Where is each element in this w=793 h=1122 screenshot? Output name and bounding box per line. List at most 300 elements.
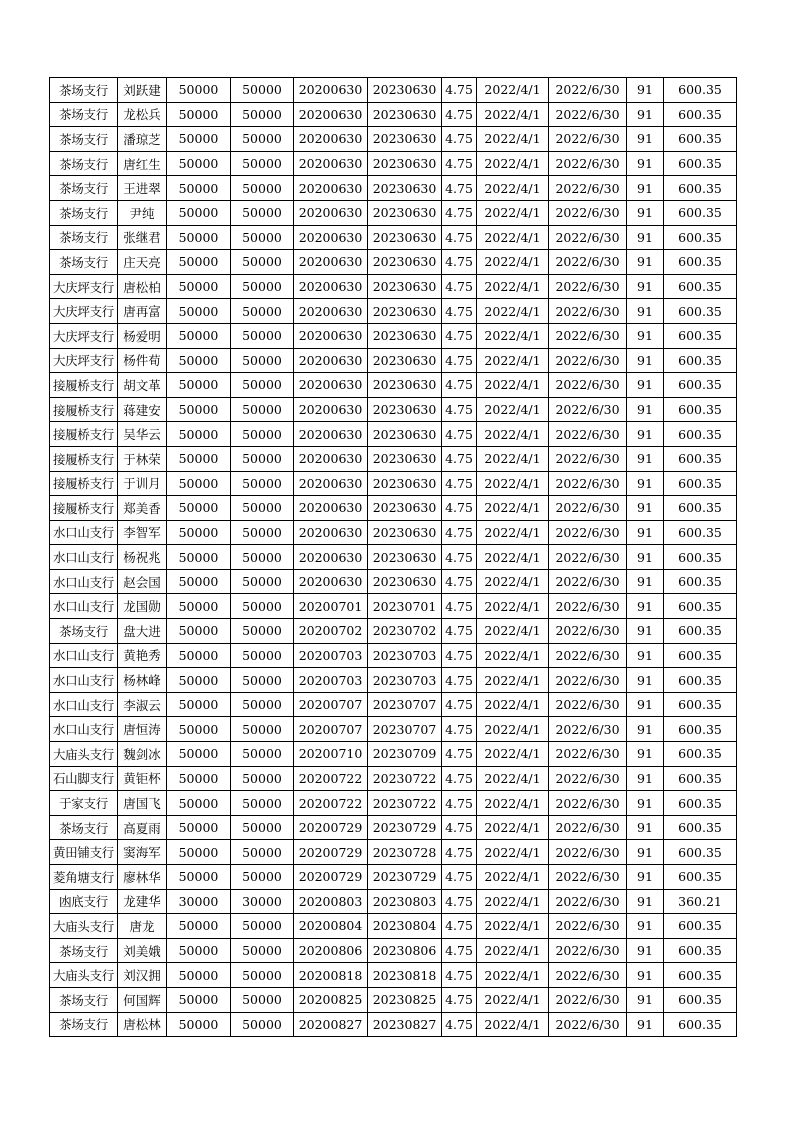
rate-cell: 4.75 xyxy=(442,446,477,471)
period-end-cell: 2022/6/30 xyxy=(549,127,627,152)
period-start-cell: 2022/4/1 xyxy=(477,545,549,570)
branch-cell: 茶场支行 xyxy=(50,938,118,963)
end-date-cell: 20230630 xyxy=(368,78,442,103)
period-start-cell: 2022/4/1 xyxy=(477,594,549,619)
amount-cell: 50000 xyxy=(167,496,231,521)
table-row xyxy=(50,78,737,103)
rate-cell: 4.75 xyxy=(442,987,477,1012)
end-date-cell: 20230630 xyxy=(368,200,442,225)
amount-cell: 50000 xyxy=(231,496,294,521)
end-date-cell: 20230825 xyxy=(368,987,442,1012)
rate-cell: 4.75 xyxy=(442,619,477,644)
amount-cell: 50000 xyxy=(167,963,231,988)
amount-cell: 50000 xyxy=(167,569,231,594)
amount-cell: 50000 xyxy=(231,619,294,644)
period-start-cell: 2022/4/1 xyxy=(477,815,549,840)
start-date-cell: 20200630 xyxy=(294,176,368,201)
period-start-cell: 2022/4/1 xyxy=(477,840,549,865)
interest-cell: 600.35 xyxy=(664,963,737,988)
branch-cell: 茶场支行 xyxy=(50,250,118,275)
start-date-cell: 20200630 xyxy=(294,569,368,594)
amount-cell: 50000 xyxy=(231,963,294,988)
start-date-cell: 20200630 xyxy=(294,200,368,225)
period-start-cell: 2022/4/1 xyxy=(477,889,549,914)
days-cell: 91 xyxy=(627,446,664,471)
days-cell: 91 xyxy=(627,938,664,963)
period-start-cell: 2022/4/1 xyxy=(477,151,549,176)
days-cell: 91 xyxy=(627,668,664,693)
start-date-cell: 20200630 xyxy=(294,545,368,570)
days-cell: 91 xyxy=(627,545,664,570)
start-date-cell: 20200722 xyxy=(294,791,368,816)
end-date-cell: 20230630 xyxy=(368,250,442,275)
interest-cell: 600.35 xyxy=(664,643,737,668)
end-date-cell: 20230702 xyxy=(368,619,442,644)
end-date-cell: 20230729 xyxy=(368,815,442,840)
period-end-cell: 2022/6/30 xyxy=(549,963,627,988)
amount-cell: 50000 xyxy=(167,78,231,103)
period-end-cell: 2022/6/30 xyxy=(549,446,627,471)
days-cell: 91 xyxy=(627,865,664,890)
table-row xyxy=(50,987,737,1012)
end-date-cell: 20230630 xyxy=(368,299,442,324)
name-cell: 龙国勋 xyxy=(118,594,167,619)
table-row xyxy=(50,102,737,127)
table-row xyxy=(50,914,737,939)
amount-cell: 50000 xyxy=(231,815,294,840)
branch-cell: 茶场支行 xyxy=(50,225,118,250)
period-start-cell: 2022/4/1 xyxy=(477,742,549,767)
days-cell: 91 xyxy=(627,717,664,742)
start-date-cell: 20200630 xyxy=(294,471,368,496)
interest-cell: 600.35 xyxy=(664,496,737,521)
period-end-cell: 2022/6/30 xyxy=(549,520,627,545)
branch-cell: 接履桥支行 xyxy=(50,496,118,521)
table-row xyxy=(50,889,737,914)
start-date-cell: 20200630 xyxy=(294,348,368,373)
table-row xyxy=(50,323,737,348)
table-row xyxy=(50,496,737,521)
interest-cell: 600.35 xyxy=(664,569,737,594)
branch-cell: 大庆坪支行 xyxy=(50,299,118,324)
end-date-cell: 20230630 xyxy=(368,446,442,471)
period-start-cell: 2022/4/1 xyxy=(477,471,549,496)
branch-cell: 水口山支行 xyxy=(50,594,118,619)
table-row xyxy=(50,840,737,865)
name-cell: 唐松柏 xyxy=(118,274,167,299)
table-row xyxy=(50,348,737,373)
amount-cell: 50000 xyxy=(231,397,294,422)
name-cell: 何国辉 xyxy=(118,987,167,1012)
interest-cell: 600.35 xyxy=(664,250,737,275)
branch-cell: 接履桥支行 xyxy=(50,397,118,422)
table-row xyxy=(50,791,737,816)
amount-cell: 50000 xyxy=(167,397,231,422)
end-date-cell: 20230630 xyxy=(368,176,442,201)
table-row xyxy=(50,766,737,791)
branch-cell: 石山脚支行 xyxy=(50,766,118,791)
table-row xyxy=(50,938,737,963)
table-row xyxy=(50,151,737,176)
interest-cell: 600.35 xyxy=(664,840,737,865)
name-cell: 杨件荀 xyxy=(118,348,167,373)
table-row xyxy=(50,250,737,275)
name-cell: 盘大进 xyxy=(118,619,167,644)
period-end-cell: 2022/6/30 xyxy=(549,225,627,250)
table-row xyxy=(50,471,737,496)
period-start-cell: 2022/4/1 xyxy=(477,176,549,201)
amount-cell: 50000 xyxy=(231,569,294,594)
amount-cell: 50000 xyxy=(231,78,294,103)
interest-cell: 600.35 xyxy=(664,1012,737,1037)
interest-cell: 600.35 xyxy=(664,397,737,422)
branch-cell: 大庆坪支行 xyxy=(50,274,118,299)
days-cell: 91 xyxy=(627,914,664,939)
name-cell: 杨爱明 xyxy=(118,323,167,348)
name-cell: 高夏雨 xyxy=(118,815,167,840)
branch-cell: 茶场支行 xyxy=(50,78,118,103)
start-date-cell: 20200818 xyxy=(294,963,368,988)
rate-cell: 4.75 xyxy=(442,938,477,963)
period-end-cell: 2022/6/30 xyxy=(549,766,627,791)
table-row xyxy=(50,742,737,767)
table-row xyxy=(50,274,737,299)
period-end-cell: 2022/6/30 xyxy=(549,323,627,348)
rate-cell: 4.75 xyxy=(442,373,477,398)
rate-cell: 4.75 xyxy=(442,545,477,570)
rate-cell: 4.75 xyxy=(442,742,477,767)
days-cell: 91 xyxy=(627,496,664,521)
table-row xyxy=(50,569,737,594)
period-end-cell: 2022/6/30 xyxy=(549,692,627,717)
branch-cell: 接履桥支行 xyxy=(50,422,118,447)
amount-cell: 50000 xyxy=(167,348,231,373)
table-row xyxy=(50,643,737,668)
interest-cell: 600.35 xyxy=(664,987,737,1012)
table-row xyxy=(50,963,737,988)
days-cell: 91 xyxy=(627,200,664,225)
rate-cell: 4.75 xyxy=(442,865,477,890)
interest-cell: 600.35 xyxy=(664,471,737,496)
period-end-cell: 2022/6/30 xyxy=(549,151,627,176)
period-end-cell: 2022/6/30 xyxy=(549,299,627,324)
table-row xyxy=(50,865,737,890)
end-date-cell: 20230707 xyxy=(368,717,442,742)
interest-cell: 600.35 xyxy=(664,914,737,939)
end-date-cell: 20230804 xyxy=(368,914,442,939)
end-date-cell: 20230630 xyxy=(368,102,442,127)
name-cell: 廖林华 xyxy=(118,865,167,890)
start-date-cell: 20200630 xyxy=(294,422,368,447)
branch-cell: 大庆坪支行 xyxy=(50,323,118,348)
period-end-cell: 2022/6/30 xyxy=(549,569,627,594)
days-cell: 91 xyxy=(627,840,664,865)
days-cell: 91 xyxy=(627,299,664,324)
period-start-cell: 2022/4/1 xyxy=(477,102,549,127)
period-start-cell: 2022/4/1 xyxy=(477,791,549,816)
amount-cell: 50000 xyxy=(167,987,231,1012)
rate-cell: 4.75 xyxy=(442,225,477,250)
end-date-cell: 20230703 xyxy=(368,643,442,668)
rate-cell: 4.75 xyxy=(442,200,477,225)
period-end-cell: 2022/6/30 xyxy=(549,545,627,570)
table-row xyxy=(50,299,737,324)
name-cell: 龙松兵 xyxy=(118,102,167,127)
days-cell: 91 xyxy=(627,815,664,840)
amount-cell: 50000 xyxy=(167,742,231,767)
amount-cell: 50000 xyxy=(167,914,231,939)
end-date-cell: 20230703 xyxy=(368,668,442,693)
table-row xyxy=(50,717,737,742)
rate-cell: 4.75 xyxy=(442,840,477,865)
table-row xyxy=(50,225,737,250)
name-cell: 李智军 xyxy=(118,520,167,545)
amount-cell: 50000 xyxy=(231,225,294,250)
amount-cell: 50000 xyxy=(167,668,231,693)
start-date-cell: 20200630 xyxy=(294,446,368,471)
amount-cell: 50000 xyxy=(167,225,231,250)
start-date-cell: 20200729 xyxy=(294,865,368,890)
branch-cell: 大庙头支行 xyxy=(50,742,118,767)
start-date-cell: 20200707 xyxy=(294,717,368,742)
interest-cell: 600.35 xyxy=(664,127,737,152)
amount-cell: 50000 xyxy=(167,643,231,668)
amount-cell: 50000 xyxy=(167,299,231,324)
table-row xyxy=(50,127,737,152)
days-cell: 91 xyxy=(627,373,664,398)
end-date-cell: 20230707 xyxy=(368,692,442,717)
amount-cell: 50000 xyxy=(167,545,231,570)
amount-cell: 50000 xyxy=(231,938,294,963)
interest-cell: 600.35 xyxy=(664,225,737,250)
rate-cell: 4.75 xyxy=(442,471,477,496)
start-date-cell: 20200707 xyxy=(294,692,368,717)
period-start-cell: 2022/4/1 xyxy=(477,692,549,717)
end-date-cell: 20230630 xyxy=(368,225,442,250)
period-start-cell: 2022/4/1 xyxy=(477,619,549,644)
interest-cell: 600.35 xyxy=(664,865,737,890)
branch-cell: 大庙头支行 xyxy=(50,914,118,939)
rate-cell: 4.75 xyxy=(442,889,477,914)
period-start-cell: 2022/4/1 xyxy=(477,299,549,324)
days-cell: 91 xyxy=(627,766,664,791)
start-date-cell: 20200630 xyxy=(294,78,368,103)
branch-cell: 大庙头支行 xyxy=(50,963,118,988)
days-cell: 91 xyxy=(627,348,664,373)
days-cell: 91 xyxy=(627,569,664,594)
period-end-cell: 2022/6/30 xyxy=(549,668,627,693)
amount-cell: 50000 xyxy=(231,914,294,939)
start-date-cell: 20200722 xyxy=(294,766,368,791)
table-row xyxy=(50,594,737,619)
interest-cell: 600.35 xyxy=(664,791,737,816)
period-end-cell: 2022/6/30 xyxy=(549,422,627,447)
amount-cell: 50000 xyxy=(167,815,231,840)
period-end-cell: 2022/6/30 xyxy=(549,815,627,840)
start-date-cell: 20200630 xyxy=(294,299,368,324)
days-cell: 91 xyxy=(627,692,664,717)
amount-cell: 50000 xyxy=(167,323,231,348)
interest-cell: 600.35 xyxy=(664,815,737,840)
amount-cell: 50000 xyxy=(167,692,231,717)
end-date-cell: 20230630 xyxy=(368,151,442,176)
branch-cell: 水口山支行 xyxy=(50,520,118,545)
period-end-cell: 2022/6/30 xyxy=(549,938,627,963)
branch-cell: 茶场支行 xyxy=(50,127,118,152)
branch-cell: 菱角塘支行 xyxy=(50,865,118,890)
period-start-cell: 2022/4/1 xyxy=(477,987,549,1012)
start-date-cell: 20200630 xyxy=(294,323,368,348)
period-start-cell: 2022/4/1 xyxy=(477,78,549,103)
end-date-cell: 20230630 xyxy=(368,127,442,152)
period-end-cell: 2022/6/30 xyxy=(549,78,627,103)
branch-cell: 水口山支行 xyxy=(50,717,118,742)
amount-cell: 50000 xyxy=(167,373,231,398)
days-cell: 91 xyxy=(627,225,664,250)
branch-cell: 茶场支行 xyxy=(50,619,118,644)
amount-cell: 50000 xyxy=(231,643,294,668)
amount-cell: 50000 xyxy=(231,865,294,890)
rate-cell: 4.75 xyxy=(442,422,477,447)
amount-cell: 50000 xyxy=(167,791,231,816)
rate-cell: 4.75 xyxy=(442,692,477,717)
start-date-cell: 20200630 xyxy=(294,127,368,152)
table-row xyxy=(50,619,737,644)
amount-cell: 50000 xyxy=(231,791,294,816)
amount-cell: 50000 xyxy=(231,446,294,471)
end-date-cell: 20230827 xyxy=(368,1012,442,1037)
period-start-cell: 2022/4/1 xyxy=(477,963,549,988)
rate-cell: 4.75 xyxy=(442,963,477,988)
end-date-cell: 20230630 xyxy=(368,274,442,299)
branch-cell: 黄田铺支行 xyxy=(50,840,118,865)
interest-cell: 600.35 xyxy=(664,78,737,103)
name-cell: 刘美娥 xyxy=(118,938,167,963)
period-start-cell: 2022/4/1 xyxy=(477,520,549,545)
period-end-cell: 2022/6/30 xyxy=(549,373,627,398)
end-date-cell: 20230630 xyxy=(368,569,442,594)
period-start-cell: 2022/4/1 xyxy=(477,569,549,594)
amount-cell: 50000 xyxy=(231,545,294,570)
amount-cell: 50000 xyxy=(231,299,294,324)
start-date-cell: 20200729 xyxy=(294,840,368,865)
period-end-cell: 2022/6/30 xyxy=(549,1012,627,1037)
days-cell: 91 xyxy=(627,151,664,176)
rate-cell: 4.75 xyxy=(442,569,477,594)
interest-cell: 600.35 xyxy=(664,446,737,471)
amount-cell: 50000 xyxy=(167,274,231,299)
rate-cell: 4.75 xyxy=(442,176,477,201)
start-date-cell: 20200806 xyxy=(294,938,368,963)
name-cell: 吴华云 xyxy=(118,422,167,447)
table-row xyxy=(50,176,737,201)
period-start-cell: 2022/4/1 xyxy=(477,250,549,275)
interest-cell: 600.35 xyxy=(664,692,737,717)
branch-cell: 茶场支行 xyxy=(50,815,118,840)
rate-cell: 4.75 xyxy=(442,78,477,103)
amount-cell: 50000 xyxy=(167,520,231,545)
end-date-cell: 20230728 xyxy=(368,840,442,865)
days-cell: 91 xyxy=(627,619,664,644)
end-date-cell: 20230630 xyxy=(368,520,442,545)
period-end-cell: 2022/6/30 xyxy=(549,865,627,890)
name-cell: 郑美香 xyxy=(118,496,167,521)
rate-cell: 4.75 xyxy=(442,520,477,545)
rate-cell: 4.75 xyxy=(442,643,477,668)
period-end-cell: 2022/6/30 xyxy=(549,176,627,201)
period-start-cell: 2022/4/1 xyxy=(477,348,549,373)
interest-cell: 600.35 xyxy=(664,619,737,644)
start-date-cell: 20200729 xyxy=(294,815,368,840)
amount-cell: 50000 xyxy=(231,1012,294,1037)
end-date-cell: 20230818 xyxy=(368,963,442,988)
start-date-cell: 20200630 xyxy=(294,102,368,127)
name-cell: 张继君 xyxy=(118,225,167,250)
end-date-cell: 20230630 xyxy=(368,496,442,521)
name-cell: 蒋建安 xyxy=(118,397,167,422)
amount-cell: 50000 xyxy=(231,151,294,176)
period-end-cell: 2022/6/30 xyxy=(549,717,627,742)
period-end-cell: 2022/6/30 xyxy=(549,397,627,422)
start-date-cell: 20200701 xyxy=(294,594,368,619)
days-cell: 91 xyxy=(627,643,664,668)
name-cell: 胡文革 xyxy=(118,373,167,398)
branch-cell: 接履桥支行 xyxy=(50,373,118,398)
period-end-cell: 2022/6/30 xyxy=(549,987,627,1012)
table-row xyxy=(50,373,737,398)
interest-cell: 600.35 xyxy=(664,594,737,619)
interest-cell: 600.35 xyxy=(664,348,737,373)
branch-cell: 接履桥支行 xyxy=(50,471,118,496)
start-date-cell: 20200630 xyxy=(294,151,368,176)
name-cell: 窦海军 xyxy=(118,840,167,865)
end-date-cell: 20230630 xyxy=(368,373,442,398)
amount-cell: 50000 xyxy=(231,471,294,496)
start-date-cell: 20200630 xyxy=(294,250,368,275)
days-cell: 91 xyxy=(627,987,664,1012)
period-end-cell: 2022/6/30 xyxy=(549,840,627,865)
end-date-cell: 20230630 xyxy=(368,422,442,447)
days-cell: 91 xyxy=(627,963,664,988)
amount-cell: 50000 xyxy=(167,102,231,127)
branch-cell: 接履桥支行 xyxy=(50,446,118,471)
name-cell: 李淑云 xyxy=(118,692,167,717)
end-date-cell: 20230722 xyxy=(368,766,442,791)
amount-cell: 50000 xyxy=(231,102,294,127)
period-start-cell: 2022/4/1 xyxy=(477,717,549,742)
amount-cell: 50000 xyxy=(167,766,231,791)
name-cell: 黄艳秀 xyxy=(118,643,167,668)
end-date-cell: 20230630 xyxy=(368,397,442,422)
table-row xyxy=(50,668,737,693)
interest-cell: 600.35 xyxy=(664,520,737,545)
period-start-cell: 2022/4/1 xyxy=(477,938,549,963)
end-date-cell: 20230806 xyxy=(368,938,442,963)
period-start-cell: 2022/4/1 xyxy=(477,274,549,299)
amount-cell: 50000 xyxy=(231,348,294,373)
rate-cell: 4.75 xyxy=(442,1012,477,1037)
amount-cell: 50000 xyxy=(167,200,231,225)
period-end-cell: 2022/6/30 xyxy=(549,250,627,275)
amount-cell: 50000 xyxy=(231,742,294,767)
interest-cell: 600.35 xyxy=(664,299,737,324)
period-end-cell: 2022/6/30 xyxy=(549,889,627,914)
name-cell: 潘琼芝 xyxy=(118,127,167,152)
period-start-cell: 2022/4/1 xyxy=(477,225,549,250)
period-end-cell: 2022/6/30 xyxy=(549,496,627,521)
rate-cell: 4.75 xyxy=(442,668,477,693)
period-start-cell: 2022/4/1 xyxy=(477,496,549,521)
